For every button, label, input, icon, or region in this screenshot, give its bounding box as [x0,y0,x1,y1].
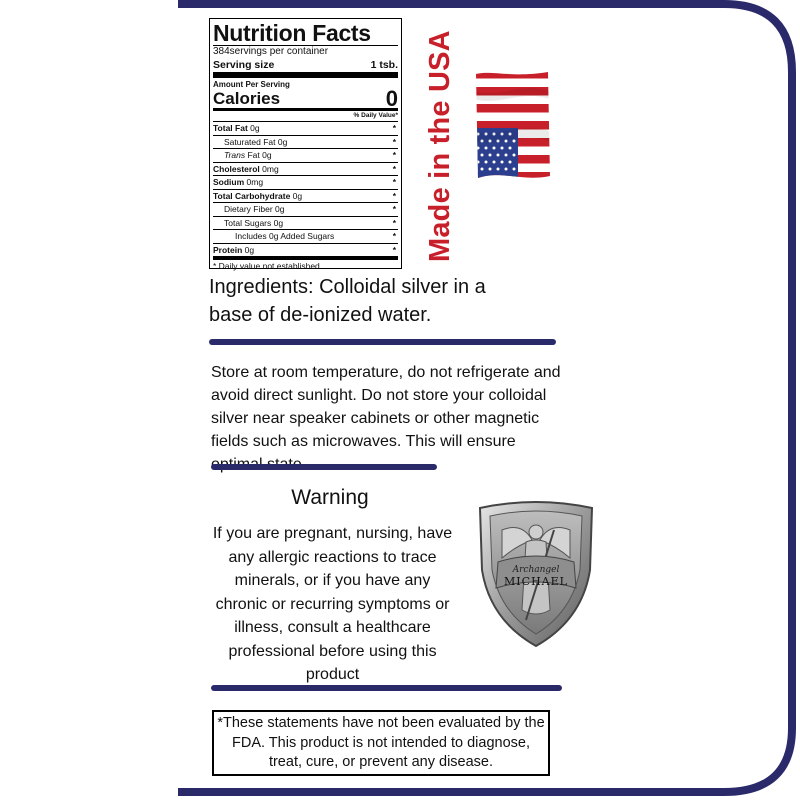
nutrient-amount: 0g [250,123,260,133]
archangel-michael-shield-badge [472,500,600,648]
servings-text: 384servings per container [213,46,329,57]
nutrient-row [213,230,398,244]
nutrient-name: Trans [224,150,246,160]
nutrient-dv: * [392,177,396,187]
warning-text: If you are pregnant, nursing, have any allergic reactions to trace minerals, or if you have any chronic or recurring symptoms or illness, consult a healthcare professional before using this product [212,525,453,683]
divider [209,339,556,345]
nutrient-row [213,244,398,257]
badge-line1: Archangel [512,565,560,575]
nutrient-name: Includes 0g Added Sugars [235,231,335,241]
nutrient-dv: * [392,231,396,241]
nutrient-row [213,163,398,177]
made-in-usa-text: Made in the USA [424,30,456,262]
nutrient-dv: * [392,150,396,160]
badge-line2: MICHAEL [504,575,568,588]
nutrient-amount: 0g [277,136,288,147]
nutrient-amount: 0g [292,190,303,201]
nutrient-name: Saturated Fat [224,136,276,147]
nutrition-footnote: * Daily value not established [213,256,398,272]
servings-per-container [213,45,398,58]
serving-size-value: 1 tsb. [370,59,398,71]
ingredients-text: Ingredients: Colloidal silver in a base of de-ionized water. [209,276,486,326]
nutrient-amount: 0mg [262,163,279,174]
nutrient-row [213,136,398,150]
us-flag-icon [472,70,552,180]
serving-size-row [213,58,398,78]
nutrient-name: Total Fat [213,123,248,133]
nutrient-dv: * [392,204,396,214]
serving-size-label: Serving size [213,59,275,71]
nutrient-amount: 0mg [246,177,264,187]
nutrient-dv: * [392,244,396,255]
nutrient-dv: * [392,190,396,201]
storage-instructions: Store at room temperature, do not refrigerate and avoid direct sunlight. Do not store your colloidal silver near speaker cabinets or other magnetic fields such as microwaves. This will ensure [211,364,561,450]
nutrient-row [213,203,398,217]
nutrition-facts-panel [209,18,402,269]
nutrient-dv: * [392,217,396,228]
nutrient-amount: 0g [273,217,284,228]
nutrient-name: Sodium [213,177,245,187]
nutrient-row [213,217,398,231]
nutrient-amount: 0g [275,204,285,214]
nutrient-name: Cholesterol [213,163,260,174]
nutrition-title: Nutrition Facts [213,20,371,46]
nutrient-name: Dietary Fiber [224,204,273,214]
calories-label: Calories [213,89,281,108]
divider [211,464,437,470]
nutrient-amount: Fat 0g [247,150,272,160]
amount-per-serving: Amount Per Serving [213,80,290,89]
calories-value: 0 [385,86,398,111]
nutrient-dv: * [392,163,396,174]
daily-value-header: % Daily Value* [213,111,398,122]
nutrient-row [213,122,398,136]
warning-title: Warning [291,486,369,509]
nutrient-name: Protein [213,244,243,255]
nutrient-row [213,190,398,204]
nutrient-row [213,176,398,190]
nutrient-dv: * [392,123,396,133]
nutrient-row [213,149,398,163]
nutrient-name: Total Sugars [224,217,272,228]
nutrient-name: Total Carbohydrate [213,190,291,201]
calories-row [213,86,398,111]
divider [211,685,562,691]
nutrient-amount: 0g [244,244,255,255]
fda-disclaimer: *These statements have not been evaluated by the FDA. This product is not intended to diagnose, treat, cure, or prevent any disease. [212,710,550,776]
nutrient-dv: * [392,136,396,147]
